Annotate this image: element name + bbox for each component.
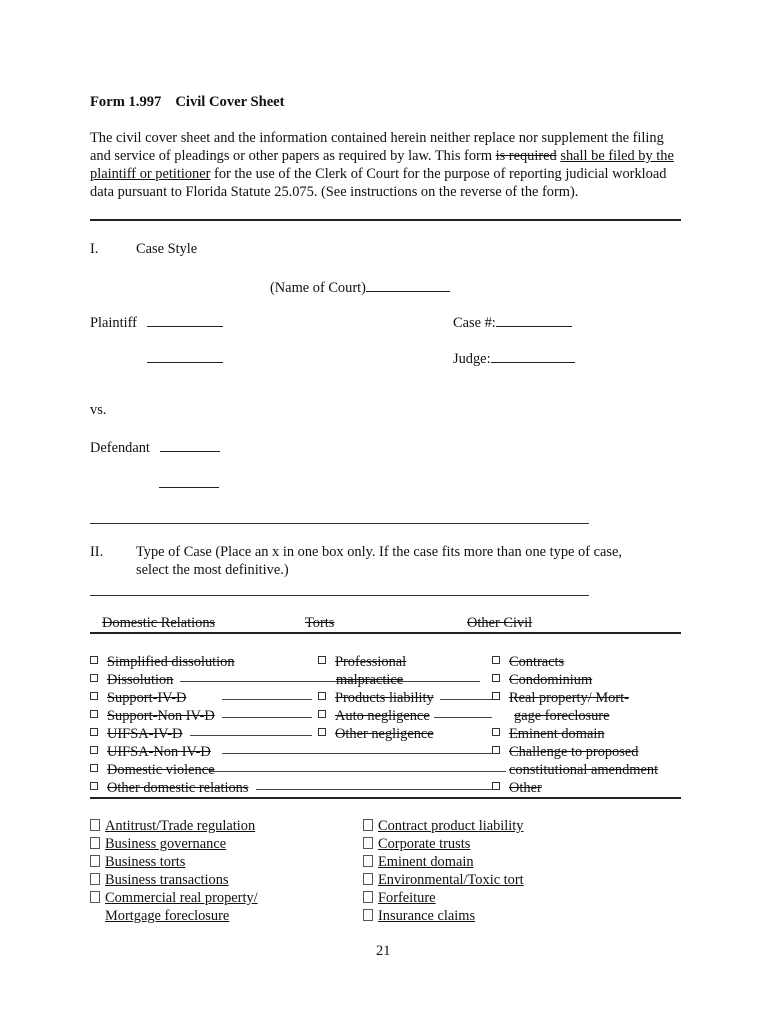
list-item: Real property/ Mort- xyxy=(492,690,629,707)
checkbox[interactable] xyxy=(363,855,373,867)
list-item: Support-IV-D xyxy=(90,690,186,707)
strike-line xyxy=(222,717,312,718)
judge-label: Judge: xyxy=(453,351,491,367)
page-number: 21 xyxy=(376,943,391,959)
section1-heading: Case Style xyxy=(136,241,198,257)
list-item: Other negligence xyxy=(318,726,488,743)
checkbox[interactable] xyxy=(363,819,373,831)
checkbox[interactable] xyxy=(90,710,98,718)
list-item: Antitrust/Trade regulation xyxy=(90,818,255,835)
checkbox[interactable] xyxy=(90,746,98,754)
checkbox[interactable] xyxy=(318,710,326,718)
checkbox[interactable] xyxy=(492,674,500,682)
vs-label: vs. xyxy=(90,402,107,418)
section-divider xyxy=(90,219,681,221)
plaintiff-field-2[interactable] xyxy=(147,348,223,363)
list-item: Other domestic relations xyxy=(90,780,248,797)
checkbox[interactable] xyxy=(90,891,100,903)
list-item: Corporate trusts xyxy=(363,836,470,853)
checkbox[interactable] xyxy=(90,764,98,772)
list-item: Eminent domain xyxy=(492,726,605,743)
section2-heading-rule xyxy=(90,595,589,596)
columns-bottom-rule xyxy=(90,797,681,799)
list-item: Domestic violence xyxy=(90,762,215,779)
checkbox[interactable] xyxy=(90,692,98,700)
list-item: Commercial real property/ xyxy=(90,890,258,907)
checkbox[interactable] xyxy=(492,728,500,736)
list-item: Eminent domain xyxy=(363,854,474,871)
strike-line xyxy=(256,789,492,790)
list-item: UIFSA-Non IV-D xyxy=(90,744,211,761)
checkbox[interactable] xyxy=(318,728,326,736)
list-item: Insurance claims xyxy=(363,908,475,925)
form-title xyxy=(90,94,285,111)
form-name: Civil Cover Sheet xyxy=(175,94,285,110)
list-item: Simplified dissolution xyxy=(90,654,263,671)
list-item: Business transactions xyxy=(90,872,229,889)
list-item: Products liability xyxy=(318,690,434,707)
defendant-field[interactable] xyxy=(160,437,220,452)
judge-line xyxy=(453,348,575,368)
intro-inserted-text: shall be filed by the plaintiff or petitioner xyxy=(90,148,674,182)
list-item: Forfeiture xyxy=(363,890,436,907)
checkbox[interactable] xyxy=(363,837,373,849)
section1-bottom-rule xyxy=(90,523,589,524)
checkbox[interactable] xyxy=(492,656,500,664)
list-item: constitutional amendment xyxy=(509,762,659,778)
checkbox[interactable] xyxy=(318,692,326,700)
checkbox[interactable] xyxy=(363,909,373,921)
plaintiff-field[interactable] xyxy=(147,312,223,327)
checkbox[interactable] xyxy=(90,837,100,849)
strike-line xyxy=(222,753,492,754)
list-item: Contract product liability xyxy=(363,818,523,835)
strike-line xyxy=(222,699,312,700)
column-domestic-relations: Domestic Relations xyxy=(102,615,216,631)
checkbox[interactable] xyxy=(492,746,500,754)
intro-struck-text: is required xyxy=(495,148,557,164)
checkbox[interactable] xyxy=(318,656,326,664)
list-item: Condominium xyxy=(492,672,592,689)
defendant-line xyxy=(90,437,220,457)
list-item: Auto negligence xyxy=(318,708,430,725)
list-item: gage foreclosure xyxy=(514,708,610,724)
checkbox[interactable] xyxy=(492,782,500,790)
checkbox[interactable] xyxy=(90,728,98,736)
defendant-label: Defendant xyxy=(90,440,150,456)
list-item: Professional xyxy=(318,654,486,671)
intro-text-1: The civil cover sheet and the information contained herein neither replace nor supplement the filing and service of pleadings or other papers as required by law. This form xyxy=(90,130,664,164)
intro-paragraph xyxy=(90,129,680,201)
strike-line xyxy=(434,717,492,718)
case-number-field[interactable] xyxy=(496,312,572,327)
section2-numeral: II. xyxy=(90,544,104,560)
section2-heading-line2: select the most definitive.) xyxy=(136,562,289,578)
plaintiff-line xyxy=(90,312,223,332)
checkbox[interactable] xyxy=(90,674,98,682)
strike-line xyxy=(210,771,506,772)
list-item: malpractice xyxy=(336,672,404,688)
judge-field[interactable] xyxy=(491,348,575,363)
checkbox[interactable] xyxy=(90,656,98,664)
checkbox[interactable] xyxy=(90,819,100,831)
columns-header-rule xyxy=(90,632,681,634)
plaintiff-label: Plaintiff xyxy=(90,315,137,331)
case-number-line xyxy=(453,312,572,332)
list-item: Environmental/Toxic tort xyxy=(363,872,524,889)
plaintiff-field-2-wrap xyxy=(147,348,223,368)
defendant-field-2[interactable] xyxy=(159,473,219,488)
list-item: Contracts xyxy=(492,654,564,671)
court-name-line xyxy=(270,277,450,297)
case-number-label: Case #: xyxy=(453,315,496,331)
form-number: Form 1.997 xyxy=(90,94,162,110)
section2-heading-line1: Type of Case (Place an x in one box only. If the case fits more than one type of case, xyxy=(136,544,622,560)
section1-numeral: I. xyxy=(90,241,99,257)
strike-line xyxy=(190,735,312,736)
list-item: UIFSA-IV-D xyxy=(90,726,182,743)
list-item: Mortgage foreclosure xyxy=(105,908,230,924)
list-item: Dissolution xyxy=(90,672,173,689)
strike-line xyxy=(440,699,492,700)
column-torts: Torts xyxy=(305,615,335,631)
checkbox[interactable] xyxy=(90,873,100,885)
list-item: Support-Non IV-D xyxy=(90,708,215,725)
list-item: Business torts xyxy=(90,854,185,871)
checkbox[interactable] xyxy=(363,891,373,903)
list-item: Other xyxy=(492,780,542,797)
column-other-civil: Other Civil xyxy=(467,615,533,631)
checkbox[interactable] xyxy=(363,873,373,885)
court-name-label: (Name of Court) xyxy=(270,280,366,296)
checkbox[interactable] xyxy=(90,855,100,867)
strike-line xyxy=(180,681,480,682)
list-item: Challenge to proposed xyxy=(492,744,639,761)
checkbox[interactable] xyxy=(492,692,500,700)
intro-text-2: for the use of the Clerk of Court for the purpose of reporting judicial workload data pursuant to Florida Statute 25.075. (See instructions on the reverse of the form). xyxy=(90,166,667,200)
court-name-field[interactable] xyxy=(366,277,450,292)
list-item: Business governance xyxy=(90,836,226,853)
checkbox[interactable] xyxy=(90,782,98,790)
defendant-field-2-wrap xyxy=(159,473,219,493)
